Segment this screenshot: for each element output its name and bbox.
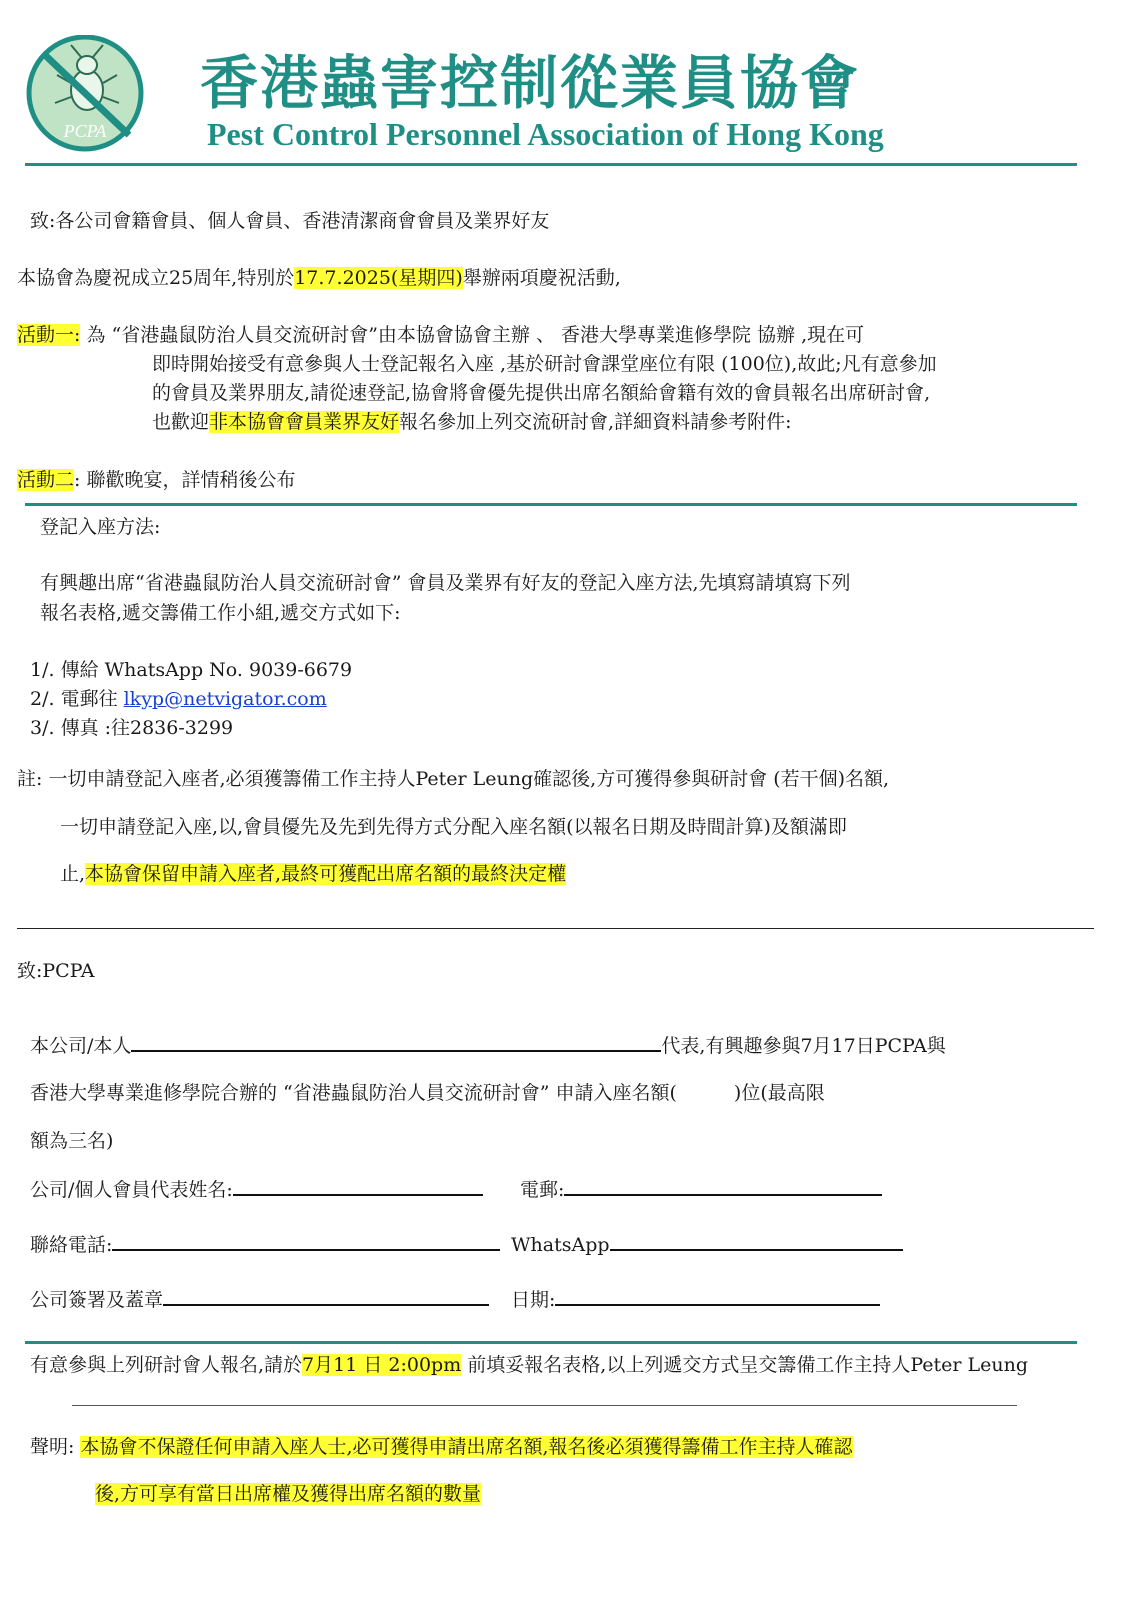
declaration-highlight-1: 本協會不保證任何申請入座人士,必可獲得申請出席名額,報名後必須獲得籌備工作主持人確認: [80, 1436, 853, 1458]
form-divider: [17, 928, 1094, 929]
event-date: 17.7.2025(星期四): [294, 267, 463, 289]
note-line2: 一切申請登記入座,以,會員優先及先到先得方式分配入座名額(以報名日期及時間計算)及額滿即: [60, 816, 847, 838]
form-line3: 額為三名): [30, 1130, 114, 1152]
activity2-line: 活動二: 聯歡晚宴，詳情稍後公布: [17, 469, 296, 491]
rep-name-field[interactable]: [233, 1174, 483, 1196]
intro-text: 本協會為慶祝成立25周年,特別於17.7.2025(星期四)舉辦兩項慶祝活動,: [17, 267, 621, 289]
declaration-highlight-2: 後,方可享有當日出席權及獲得出席名額的數量: [95, 1483, 482, 1505]
signature-field[interactable]: [163, 1284, 489, 1306]
form-to: 致:PCPA: [17, 960, 95, 982]
company-name-field[interactable]: [131, 1030, 661, 1052]
phone-field[interactable]: [112, 1229, 500, 1251]
form-line1: 本公司/本人 代表,有興趣參與7月17日PCPA與: [30, 1030, 946, 1058]
activity1-label: 活動一:: [17, 324, 81, 346]
deadline-divider: [25, 1341, 1077, 1344]
final-decision-highlight: 本協會保留申請入座者,最終可獲配出席名額的最終決定權: [85, 863, 567, 885]
declaration-divider: [72, 1405, 1017, 1406]
email-row: 電郵:: [520, 1174, 882, 1202]
method-email: 2/. 電郵往 lkyp@netvigator.com: [30, 688, 327, 710]
declaration-line1: 聲明: 本協會不保證任何申請入座人士,必可獲得申請出席名額,報名後必須獲得籌備工作主持人確認: [30, 1436, 853, 1458]
activity2-label: 活動二: [17, 469, 75, 491]
declaration-line2: [95, 1479, 481, 1506]
email-field[interactable]: [564, 1174, 882, 1196]
deadline-highlight: 7月11 日 2:00pm: [302, 1354, 462, 1376]
header-divider: [25, 163, 1077, 166]
greeting: 致:各公司會籍會員、個人會員、香港清潔商會會員及業界好友: [30, 210, 550, 232]
activity1-line4: 也歡迎非本協會會員業界友好報名參加上列交流研討會,詳細資料請參考附件:: [152, 411, 792, 433]
registration-desc-1: 有興趣出席“省港蟲鼠防治人員交流研討會” 會員及業界有好友的登記入座方法,先填寫請填寫下列: [40, 572, 851, 594]
note-line1: 註: 一切申請登記入座者,必須獲籌備工作主持人Peter Leung確認後,方可獲得參與研討會 (若干個)名額,: [17, 768, 890, 790]
phone-row: 聯絡電話:: [30, 1229, 500, 1257]
deadline-text: 有意參與上列研討會人報名,請於7月11 日 2:00pm 前填妥報名表格,以上列遞交方式呈交籌備工作主持人Peter Leung: [30, 1354, 1029, 1376]
email-link[interactable]: lkyp@netvigator.com: [123, 688, 327, 710]
form-line2: 香港大學專業進修學院合辦的 “省港蟲鼠防治人員交流研討會” 申請入座名額( )位(最高限: [30, 1082, 825, 1104]
section-divider: [25, 503, 1077, 506]
method-whatsapp: 1/. 傳給 WhatsApp No. 9039-6679: [30, 659, 353, 681]
activity1-line1: 活動一: 為 “省港蟲鼠防治人員交流研討會”由本協會協會主辦 、 香港大學專業進修學院 協辦 ,現在可: [17, 324, 865, 346]
activity1-line2: 即時開始接受有意參與人士登記報名入座 ,基於研討會課堂座位有限 (100位),故此;凡有意參加: [152, 353, 937, 375]
activity1-line3: 的會員及業界朋友,請從速登記,協會將會優先提供出席名額給會籍有效的會員報名出席研討會,: [152, 382, 931, 404]
date-row: 日期:: [511, 1284, 880, 1312]
pcpa-logo: [25, 35, 150, 155]
non-member-highlight: 非本協會會員業界友好: [209, 411, 400, 433]
signature-row: 公司簽署及蓋章: [30, 1284, 489, 1312]
whatsapp-field[interactable]: [610, 1229, 903, 1251]
whatsapp-row: WhatsApp: [511, 1229, 903, 1256]
rep-name-row: 公司/個人會員代表姓名:: [30, 1174, 483, 1202]
note-line3: 止,本協會保留申請入座者,最終可獲配出席名額的最終決定權: [60, 863, 567, 885]
registration-desc-2: 報名表格,遞交籌備工作小組,遞交方式如下:: [40, 602, 401, 624]
registration-heading: 登記入座方法:: [40, 516, 161, 538]
method-fax: 3/. 傳真 :往2836-3299: [30, 717, 234, 739]
title-chinese: 香港蟲害控制從業員協會: [200, 49, 861, 117]
logo-text: PCPA: [63, 121, 107, 141]
title-english: Pest Control Personnel Association of Hong Kong: [207, 116, 884, 152]
date-field[interactable]: [555, 1284, 880, 1306]
